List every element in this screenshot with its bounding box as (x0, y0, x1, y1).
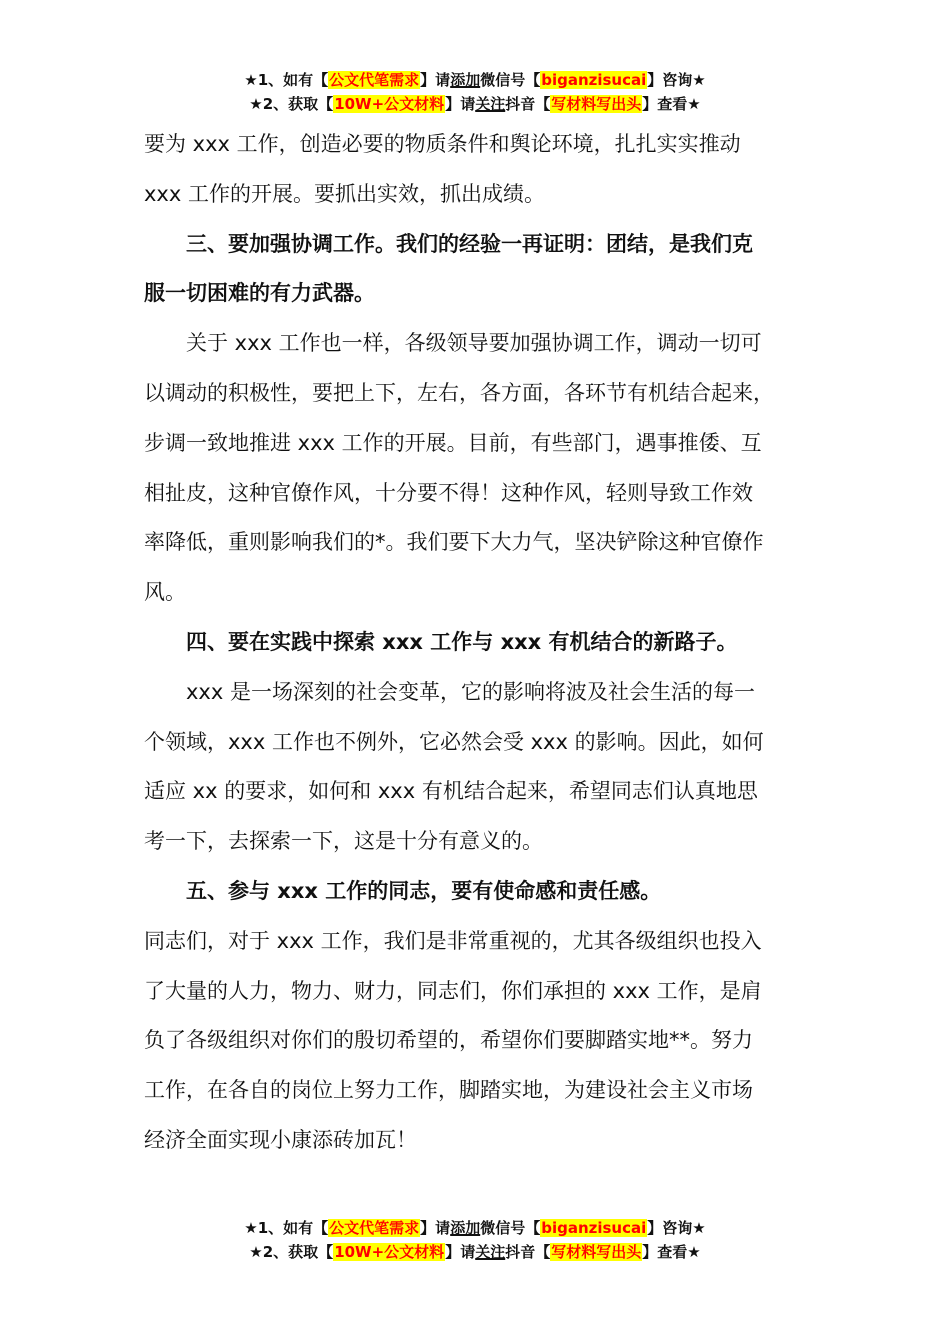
body-line: 风。 (144, 580, 186, 605)
highlight-wechat-id: biganzisucai (541, 1219, 647, 1237)
banner-line-2 (0, 92, 950, 116)
banner-text: 抖音【 (505, 95, 551, 113)
body-line: xxx 工作的开展。要抓出实效，抓出成绩。 (144, 181, 545, 206)
body-line: 经济全面实现小康添砖加瓦！ (144, 1127, 417, 1152)
body-line: 步调一致地推进 xxx 工作的开展。目前，有些部门，遇事推倭、互 (144, 430, 762, 455)
banner-text: 抖音【 (505, 1243, 551, 1261)
banner-text: 】请 (445, 1243, 476, 1261)
body-line: 适应 xx 的要求，如何和 xxx 有机结合起来，希望同志们认真地思 (144, 779, 758, 804)
highlight-douyin: 写材料写出头 (551, 1243, 642, 1261)
banner-line-1 (0, 68, 950, 92)
body-line: 率降低，重则影响我们的*。我们要下大力气，坚决铲除这种官僚作 (144, 530, 764, 555)
banner-text: ★2、获取【 (249, 1243, 334, 1261)
banner-text: 】咨询★ (647, 1219, 706, 1237)
banner-text: 】请 (420, 1219, 451, 1237)
body-line: 工作，在各自的岗位上努力工作，脚踏实地，为建设社会主义市场 (144, 1078, 753, 1103)
document-body (144, 120, 834, 1166)
body-line: 以调动的积极性，要把上下，左右，各方面，各环节有机结合起来， (144, 380, 774, 405)
banner-text: 】请 (445, 95, 476, 113)
banner-text: ★2、获取【 (249, 95, 334, 113)
highlight-materials: 10W+公文材料 (334, 95, 445, 113)
body-line: 了大量的人力，物力、财力，同志们，你们承担的 xxx 工作，是肩 (144, 978, 762, 1003)
header-banner (0, 68, 950, 116)
body-line: 相扯皮，这种官僚作风，十分要不得！这种作风，轻则导致工作效 (144, 480, 753, 505)
banner-text: 微信号【 (480, 1219, 541, 1237)
banner-line-1 (0, 1216, 950, 1240)
section-heading-5: 五、参与 xxx 工作的同志，要有使命感和责任感。 (144, 878, 662, 903)
highlight-douyin: 写材料写出头 (551, 95, 642, 113)
body-line: 考一下，去探索一下，这是十分有意义的。 (144, 829, 543, 854)
body-line: 同志们，对于 xxx 工作，我们是非常重视的，尤其各级组织也投入 (144, 928, 762, 953)
underlined-text: 添加 (450, 71, 481, 89)
section-heading-4: 四、要在实践中探索 xxx 工作与 xxx 有机结合的新路子。 (144, 629, 738, 654)
highlight-service: 公文代笔需求 (329, 71, 420, 89)
section-heading-3: 三、要加强协调工作。我们的经验一再证明：团结，是我们克 (144, 231, 753, 256)
underlined-text: 添加 (450, 1219, 481, 1237)
body-line: 关于 xxx 工作也一样，各级领导要加强协调工作，调动一切可 (144, 331, 762, 356)
footer-banner (0, 1216, 950, 1264)
highlight-wechat-id: biganzisucai (541, 71, 647, 89)
body-line: xxx 是一场深刻的社会变革，它的影响将波及社会生活的每一 (144, 679, 755, 704)
banner-text: 】咨询★ (647, 71, 706, 89)
banner-text: 】请 (420, 71, 451, 89)
body-line: 要为 xxx 工作，创造必要的物质条件和舆论环境，扎扎实实推动 (144, 132, 741, 156)
underlined-text: 关注 (475, 95, 506, 113)
banner-text: 】查看★ (642, 95, 701, 113)
section-heading-3-cont: 服一切困难的有力武器。 (144, 281, 375, 306)
banner-text: ★1、如有【 (244, 1219, 329, 1237)
banner-text: 微信号【 (480, 71, 541, 89)
banner-text: 】查看★ (642, 1243, 701, 1261)
banner-line-2 (0, 1240, 950, 1264)
body-line: 负了各级组织对你们的殷切希望的，希望你们要脚踏实地**。努力 (144, 1028, 753, 1053)
underlined-text: 关注 (475, 1243, 506, 1261)
highlight-materials: 10W+公文材料 (334, 1243, 445, 1261)
highlight-service: 公文代笔需求 (329, 1219, 420, 1237)
body-line: 个领域，xxx 工作也不例外，它必然会受 xxx 的影响。因此，如何 (144, 729, 764, 754)
banner-text: ★1、如有【 (244, 71, 329, 89)
